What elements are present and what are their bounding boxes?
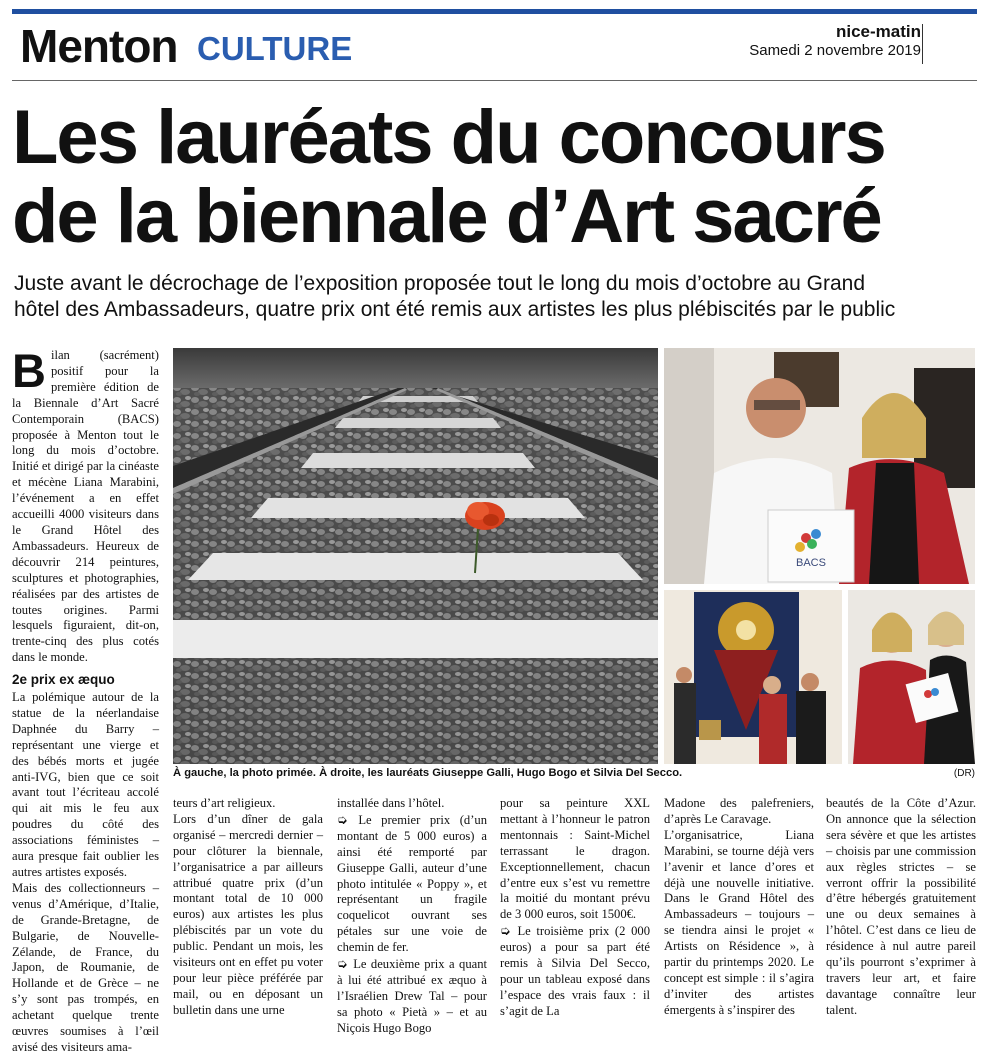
article-standfirst: [14, 271, 979, 323]
photo-credit: (DR): [953, 768, 975, 779]
paragraph: beautés de la Côte d’Azur. On annonce que la sélection sera sévère et que les artistes – choisis par une commission aux règles strictes – se verront offrir la possibilité d’être hébergés gratuitement une ou deux semaines à l’hôtel. C’est dans ce lieu de résidence à nul autre pareil qu’ils pourront s’exprimer à travers leur art, et faire davantage connaître leur talent.: [826, 796, 976, 1017]
laureates-group-photo: [664, 348, 975, 584]
newspaper-brand: nice-matin: [835, 22, 921, 41]
paragraph: La polémique autour de la statue de la néerlandaise Daphnée du Barry – représentant une vierge et des bébés morts et jugée anti-IVG, bien que ce soit avant tout l’écriteau accolé qui ait mis le feu aux poudres du côté des associations féministes – aura presque fait oublier les autres artistes exposés.: [12, 690, 159, 879]
column-3: [337, 796, 487, 1037]
painting-photo: [664, 590, 842, 764]
paragraph: installée dans l’hôtel.: [337, 796, 445, 810]
arrow-icon: ➭: [500, 923, 518, 939]
arrow-icon: ➭: [337, 811, 359, 827]
poppy-railway-photo: [173, 348, 658, 764]
intro-text: ilan (sacrément) positif pour la première édition de la Biennale d’Art Sacré Contemporain (BACS) proposée à Menton tout le long du mois d’octobre. Initié et dirigé par la cinéaste et mécène Liana Marabini, l’événement a en effet accueilli 4000 visiteurs dans le Grand Hôtel des Ambassadeurs. Heureux de découvrir 214 peintures, sculptures et photographies, réalisées par des artistes de toutes origines. Parmi lesquels figuraient, dit-on, trente-cinq des plus cotés dans le monde.: [12, 348, 159, 665]
drop-cap: B: [12, 344, 46, 397]
paragraph: ➭ Le premier prix (d’un montant de 5 000 euros) a ainsi été remporté par Giuseppe Galli, auteur d’une photo intitulée « Poppy », et représentant un fragile coquelicot ouvrant ses pétales sur une voie de chemin de fer.: [337, 811, 488, 955]
issue-date: Samedi 2 novembre 2019: [749, 42, 921, 59]
column-2: [173, 796, 323, 1019]
headline-line-1: Les lauréats du concours: [12, 95, 885, 180]
paragraph: L’organisatrice, Liana Marabini, se tourne déjà vers l’avenir et lance d’ores et déjà une nouvelle initiative. Dans le Grand Hôtel des Ambassadeurs – toujours – se tiendra ainsi le projet « Artists on Résidence », à partir du printemps 2020. Le concept est simple : il s’agira d’inviter des artistes émergents à s’inspirer des: [664, 827, 814, 1017]
column-4: [500, 796, 650, 1020]
article-headline: [12, 95, 977, 259]
section-title: Menton: [20, 20, 178, 72]
paragraph: pour sa peinture XXL mettant à l’honneur le patron mentonnais : Saint-Michel terrassant le dragon. Exceptionnellement, chacun d’entre eux s’est vu remettre la moitié du montant prévu de 3 000 euros, soit 1500€.: [500, 796, 650, 922]
page-header: [18, 20, 973, 78]
top-rule: [12, 9, 977, 14]
column-6: [826, 796, 976, 1019]
headline-line-2: de la biennale d’Art sacré: [12, 174, 881, 259]
column-5: [664, 796, 814, 1019]
paragraph: Mais des collectionneurs – venus d’Amérique, d’Italie, de Grande-Bretagne, de Bulgarie, de Nouvelle-Zélande, de France, du Japon, de Roumanie, de Hollande et de Grèce – ne s’y sont pas trompés, en achetant quelque trente œuvres soumises à l’œil avisé des visiteurs ama-: [12, 880, 159, 1054]
standfirst-line-2: hôtel des Ambassadeurs, quatre prix ont été remis aux artistes les plus plébiscités par le public: [14, 298, 896, 321]
intro-paragraph: [12, 344, 159, 666]
bacs-logo: BACS: [796, 557, 826, 569]
column-1: [12, 344, 159, 1056]
section-subhead: 2e prix ex æquo: [12, 672, 115, 688]
paragraph: Lors d’un dîner de gala organisé – mercredi dernier – pour clôturer la biennale, l’organisatrice a par ailleurs attribué quatre prix (d’un montant total de 10 000 euros) aux artistes les plus plébiscités par un vote du public. Pendant un mois, les visiteurs ont en effet pu voter pour leur pièce préférée par mail, ou en déposant un bulletin dans une urne: [173, 811, 323, 1017]
rubric-label: CULTURE: [197, 30, 353, 67]
photo-caption: À gauche, la photo primée. À droite, les lauréats Giuseppe Galli, Hugo Bogo et Silvia Del Secco.: [173, 767, 683, 779]
paragraph: teurs d’art religieux.: [173, 796, 276, 810]
two-women-photo: [848, 590, 975, 764]
arrow-icon: ➭: [337, 956, 354, 972]
header-rule: [12, 80, 977, 81]
paragraph: ➭ Le deuxième prix a quant à lui été attribué ex æquo à l’Israélien Drew Tal – pour sa photo « Pietà » – et au Niçois Hugo Bogo: [337, 956, 488, 1035]
header-divider: [922, 24, 923, 64]
paragraph: ➭ Le troisième prix (2 000 euros) a pour sa part été remis à Silvia Del Secco, pour un tableau exposé dans l’espace des vrais faux : il s’agit de La: [500, 923, 650, 1018]
paragraph: Madone des palefreniers, d’après Le Caravage.: [664, 796, 814, 826]
standfirst-line-1: Juste avant le décrochage de l’exposition proposée tout le long du mois d’octobre au Grand: [14, 272, 866, 295]
